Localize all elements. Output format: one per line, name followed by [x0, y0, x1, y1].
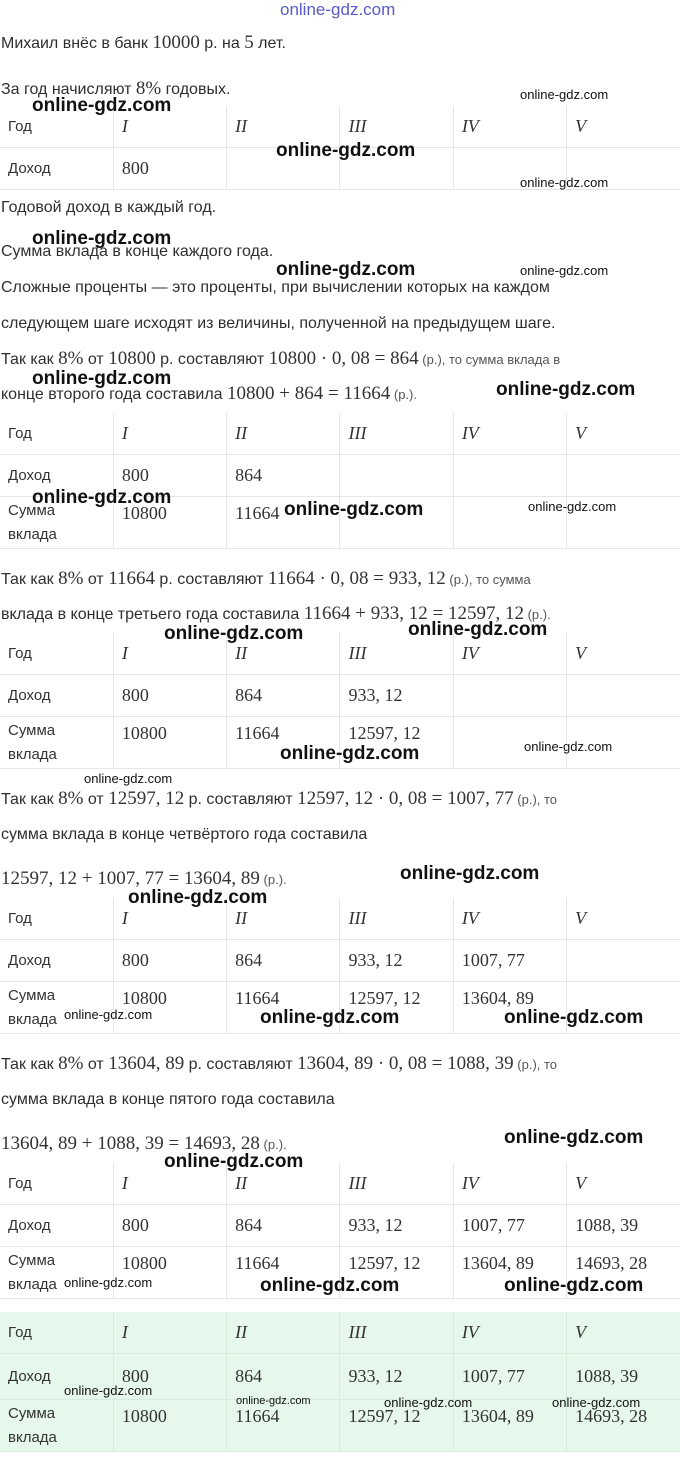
rate-value: 8%	[58, 788, 84, 809]
problem-line-1	[1, 32, 286, 54]
label-part: Сумма	[8, 1404, 56, 1422]
income-cell: 1007, 77	[453, 1354, 566, 1400]
income-cell: 800	[113, 675, 226, 717]
step-text: от	[83, 791, 109, 808]
income-cell: 864	[227, 1354, 340, 1400]
empty-cell	[453, 455, 566, 497]
watermark: online-gdz.com	[276, 259, 416, 280]
watermark: online-gdz.com	[64, 1383, 153, 1398]
empty-cell	[567, 455, 680, 497]
year-header: I	[113, 898, 226, 940]
step4-line-2: сумма вклада в конце четвёртого года составила	[1, 826, 368, 843]
year-header: V	[567, 106, 680, 148]
year-header: IV	[453, 413, 566, 455]
note-compound-2: следующем шаге исходят из величины, полученной на предыдущем шаге.	[1, 315, 556, 332]
deposit-cell: 10800	[113, 1400, 226, 1452]
row-label-year: Год	[0, 413, 113, 455]
deposit-cell: 13604, 89	[453, 1247, 566, 1299]
empty-cell	[567, 675, 680, 717]
year-header: IV	[453, 633, 566, 675]
table-row	[0, 1312, 680, 1354]
watermark: online-gdz.com	[260, 1275, 400, 1296]
watermark: online-gdz.com	[128, 887, 268, 908]
math-expression: 12597, 12 · 0, 08 = 1007, 77	[297, 788, 514, 809]
step-text: (р.).	[390, 387, 417, 402]
deposit-cell: 10800	[113, 1247, 226, 1299]
deposit-cell: 12597, 12	[340, 717, 453, 769]
label-part: вклада	[8, 1275, 57, 1293]
row-label-year: Год	[0, 106, 113, 148]
year-header: V	[567, 1163, 680, 1205]
problem-text: Михаил внёс в банк	[1, 35, 153, 52]
watermark: online-gdz.com	[32, 228, 172, 249]
watermark: online-gdz.com	[384, 1395, 473, 1410]
year-header: II	[227, 1312, 340, 1354]
row-label-deposit	[0, 1247, 113, 1299]
table-row	[0, 413, 680, 455]
year-header: I	[113, 1312, 226, 1354]
problem-text: годовых.	[161, 81, 231, 98]
watermark: online-gdz.com	[32, 95, 172, 116]
row-label-year: Год	[0, 633, 113, 675]
year-header: II	[227, 898, 340, 940]
year-header: II	[227, 1163, 340, 1205]
deposit-cell: 11664	[227, 497, 340, 549]
row-label-year: Год	[0, 898, 113, 940]
deposit-cell: 12597, 12	[340, 1247, 453, 1299]
note-compound-1: Сложные проценты — это проценты, при вычислении которых на каждом	[1, 279, 550, 296]
step-text: (р.).	[523, 607, 551, 622]
income-cell: 933, 12	[340, 675, 453, 717]
step-text: Так как	[1, 791, 59, 808]
deposit-cell: 11664	[227, 982, 340, 1034]
table-row	[0, 1163, 680, 1205]
watermark: online-gdz.com	[64, 1007, 153, 1022]
step-text: р. составляют	[184, 791, 298, 808]
row-label-income: Доход	[0, 455, 113, 497]
income-cell: 1007, 77	[453, 940, 566, 982]
math-expression: 12597, 12 + 1007, 77 = 13604, 89	[1, 868, 260, 889]
step-text: конце второго года составила	[1, 386, 228, 403]
rate-value: 8%	[58, 568, 84, 589]
base-value: 13604, 89	[108, 1053, 185, 1074]
watermark: online-gdz.com	[504, 1127, 644, 1148]
row-label-income: Доход	[0, 675, 113, 717]
label-part: вклада	[8, 525, 57, 543]
base-value: 12597, 12	[108, 788, 185, 809]
base-value: 10800	[108, 348, 156, 369]
year-header: III	[340, 898, 453, 940]
step-text: (р.), то	[513, 792, 558, 807]
problem-text: р. на	[199, 35, 245, 52]
deposit-cell: 11664	[227, 717, 340, 769]
empty-cell	[453, 675, 566, 717]
math-expression: 10800 + 864 = 11664	[227, 383, 391, 404]
year-header: III	[340, 106, 453, 148]
watermark: online-gdz.com	[520, 175, 609, 190]
row-label-income: Доход	[0, 1205, 113, 1247]
base-value: 11664	[108, 568, 155, 589]
deposit-cell: 10800	[113, 982, 226, 1034]
step4-line-1	[1, 788, 557, 810]
deposit-cell: 12597, 12	[340, 1400, 453, 1452]
row-label-year: Год	[0, 1312, 113, 1354]
income-cell: 864	[227, 940, 340, 982]
label-part: Сумма	[8, 721, 56, 739]
watermark: online-gdz.com	[84, 771, 173, 786]
years-value: 5	[244, 32, 254, 53]
step-text: (р.), то сумма	[445, 572, 531, 587]
watermark: online-gdz.com	[260, 1007, 400, 1028]
income-cell: 864	[227, 1205, 340, 1247]
label-part: вклада	[8, 1428, 57, 1446]
row-label-deposit	[0, 717, 113, 769]
year-header: V	[567, 1312, 680, 1354]
year-header: I	[113, 1163, 226, 1205]
step-text: вклада в конце третьего года составила	[1, 606, 304, 623]
income-cell: 1007, 77	[453, 1205, 566, 1247]
label-part: Сумма	[8, 501, 56, 519]
year-header: II	[227, 633, 340, 675]
year-header: III	[340, 1312, 453, 1354]
note-annual-income: Годовой доход в каждый год.	[1, 199, 217, 216]
step5-line-1	[1, 1053, 557, 1075]
watermark: online-gdz.com	[520, 263, 609, 278]
watermark: online-gdz.com	[528, 499, 617, 514]
label-part: Сумма	[8, 1251, 56, 1269]
rate-value: 8%	[58, 1053, 84, 1074]
watermark: online-gdz.com	[504, 1275, 644, 1296]
step2-line-1	[1, 348, 560, 370]
row-label-income: Доход	[0, 148, 113, 190]
income-cell: 864	[227, 675, 340, 717]
deposit-cell: 10800	[113, 717, 226, 769]
watermark: online-gdz.com	[276, 140, 416, 161]
math-expression: 11664 · 0, 08 = 933, 12	[267, 568, 446, 589]
year-header: IV	[453, 1312, 566, 1354]
income-cell: 800	[113, 148, 226, 190]
empty-cell	[340, 455, 453, 497]
year-header: II	[227, 413, 340, 455]
watermark: online-gdz.com	[284, 499, 424, 520]
step3-line-1	[1, 568, 531, 590]
step-text: (р.), то сумма вклада в	[418, 352, 561, 367]
deposit-cell: 11664	[227, 1247, 340, 1299]
year-header: V	[567, 633, 680, 675]
year-header: III	[340, 413, 453, 455]
year-header: III	[340, 633, 453, 675]
rate-value: 8%	[135, 78, 162, 99]
deposit-cell: 12597, 12	[340, 982, 453, 1034]
step-text: Так как	[1, 351, 59, 368]
income-cell: 800	[113, 940, 226, 982]
watermark: online-gdz.com	[64, 1275, 153, 1290]
year-header: II	[227, 106, 340, 148]
rate-value: 8%	[58, 348, 84, 369]
note-deposit-end: Сумма вклада в конце каждого года.	[1, 243, 274, 260]
income-cell: 933, 12	[340, 940, 453, 982]
year-header: I	[113, 413, 226, 455]
deposit-cell: 11664	[227, 1400, 340, 1452]
step-text: Так как	[1, 571, 59, 588]
step-text: (р.).	[259, 872, 287, 887]
step-text: от	[83, 1056, 109, 1073]
income-cell: 1088, 39	[567, 1354, 680, 1400]
watermark-top: online-gdz.com	[280, 0, 396, 19]
income-cell: 933, 12	[340, 1205, 453, 1247]
row-label-income: Доход	[0, 940, 113, 982]
watermark: online-gdz.com	[280, 743, 420, 764]
step-text: р. составляют	[184, 1056, 298, 1073]
deposit-cell: 10800	[113, 497, 226, 549]
watermark: online-gdz.com	[524, 739, 613, 754]
table-row	[0, 1205, 680, 1247]
math-expression: 13604, 89 · 0, 08 = 1088, 39	[297, 1053, 514, 1074]
year-header: IV	[453, 106, 566, 148]
row-label-year: Год	[0, 1163, 113, 1205]
watermark: online-gdz.com	[236, 1395, 311, 1407]
income-cell: 1088, 39	[567, 1205, 680, 1247]
watermark: online-gdz.com	[504, 1007, 644, 1028]
watermark: online-gdz.com	[552, 1395, 641, 1410]
watermark: online-gdz.com	[164, 623, 304, 644]
math-expression: 10800 · 0, 08 = 864	[268, 348, 419, 369]
year-header: V	[567, 898, 680, 940]
table-row	[0, 940, 680, 982]
table-row	[0, 633, 680, 675]
table-row	[0, 675, 680, 717]
deposit-cell: 13604, 89	[453, 1400, 566, 1452]
income-cell: 933, 12	[340, 1354, 453, 1400]
income-cell: 800	[113, 1354, 226, 1400]
deposit-cell: 13604, 89	[453, 982, 566, 1034]
empty-cell	[567, 940, 680, 982]
watermark: online-gdz.com	[408, 619, 548, 640]
step-text: от	[83, 571, 109, 588]
watermark: online-gdz.com	[32, 487, 172, 508]
step-text: р. составляют	[155, 351, 269, 368]
math-expression: 13604, 89 + 1088, 39 = 14693, 28	[1, 1133, 260, 1154]
income-cell: 800	[113, 455, 226, 497]
label-part: Сумма	[8, 986, 56, 1004]
row-label-deposit	[0, 1400, 113, 1452]
label-part: вклада	[8, 1010, 57, 1028]
watermark: online-gdz.com	[496, 379, 636, 400]
year-header: I	[113, 106, 226, 148]
year-header: V	[567, 413, 680, 455]
row-label-income: Доход	[0, 1354, 113, 1400]
table-row	[0, 898, 680, 940]
watermark: online-gdz.com	[32, 368, 172, 389]
step5-line-2: сумма вклада в конце пятого года составила	[1, 1091, 335, 1108]
watermark: online-gdz.com	[520, 87, 609, 102]
problem-text: За год начисляют	[1, 81, 136, 98]
deposit-cell: 14693, 28	[567, 1247, 680, 1299]
table-final-answer	[0, 1312, 680, 1452]
step-text: Так как	[1, 1056, 59, 1073]
deposit-cell: 14693, 28	[567, 1400, 680, 1452]
year-header: IV	[453, 898, 566, 940]
year-header: IV	[453, 1163, 566, 1205]
amount-value: 10000	[152, 32, 200, 53]
label-part: вклада	[8, 745, 57, 763]
problem-text: лет.	[253, 35, 286, 52]
step-text: (р.), то	[513, 1057, 558, 1072]
income-cell: 800	[113, 1205, 226, 1247]
math-expression: 11664 + 933, 12 = 12597, 12	[303, 603, 524, 624]
year-header: III	[340, 1163, 453, 1205]
step-text: (р.).	[259, 1137, 287, 1152]
step-text: р. составляют	[154, 571, 268, 588]
watermark: online-gdz.com	[164, 1151, 304, 1172]
table-after-year-2	[0, 413, 680, 549]
watermark: online-gdz.com	[400, 863, 540, 884]
step-text: от	[83, 351, 109, 368]
year-header: I	[113, 633, 226, 675]
income-cell: 864	[227, 455, 340, 497]
